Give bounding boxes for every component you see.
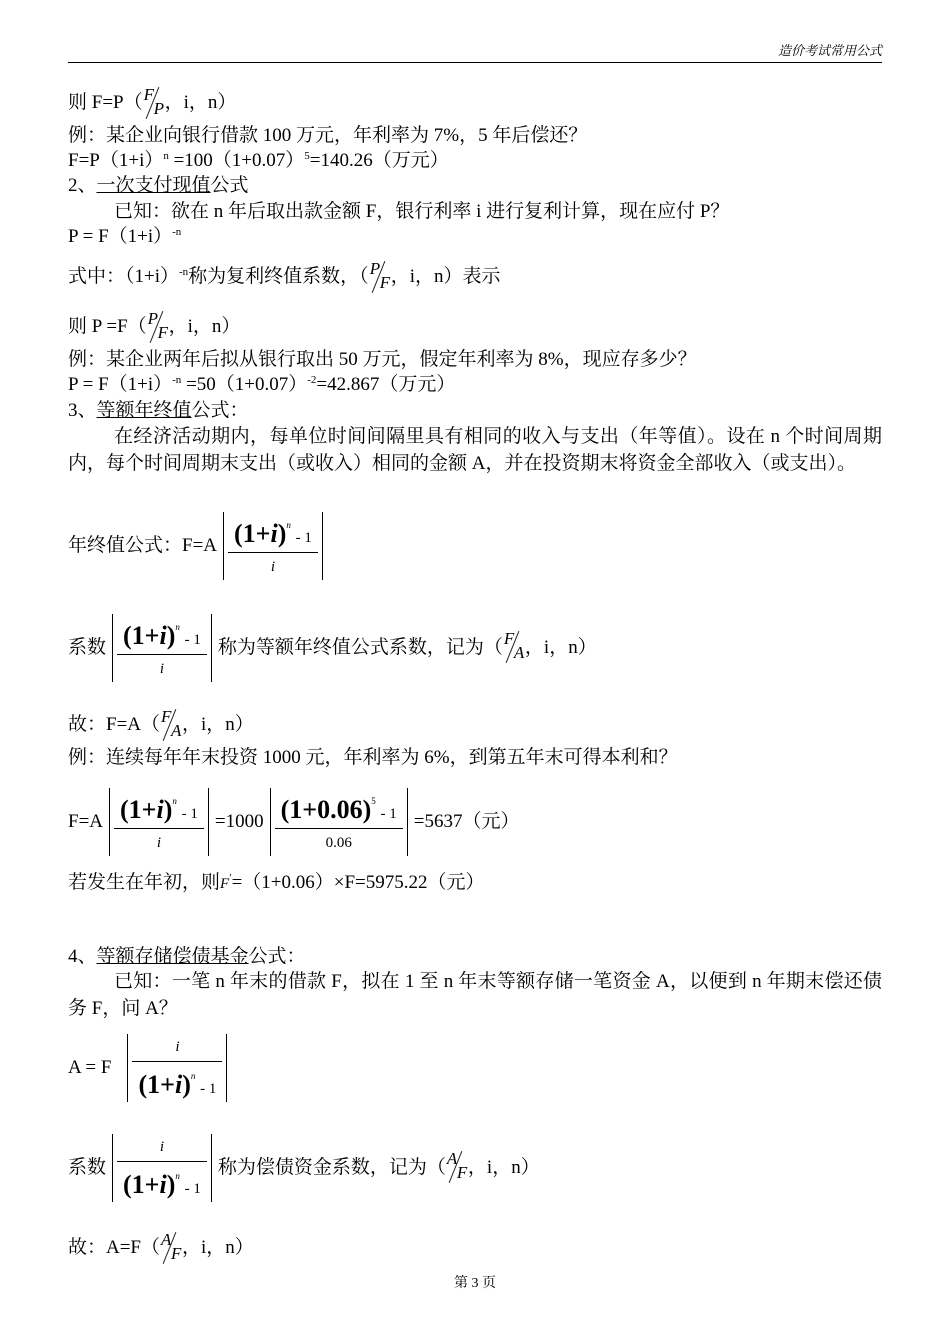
example-1-calc: $F=P(1+i)^n =100(1+0.07)^5=140.26$（万元） (68, 150, 449, 171)
example-3-question: 例：连续每年年末投资 1000 元，年利率为 6%，到第五年末可得本利和？ (68, 747, 678, 768)
section-2-known: 已知：欲在 n 年后取出款金额 F，银行利率 i 进行复利计算，现在应付 P？ (114, 201, 730, 222)
example-3-early: 若发生在年初，则F′=（1+0.06）×F=5975.22（元） (68, 872, 485, 893)
line-f-p-notation: 则 F=P（ F P ，i，n） (68, 85, 237, 118)
sinking-fund-coefficient: 系数 $\frac{i}{(1+i)^n - 1}$ 称为偿债资金系数，记为（ A F ，i，n） (68, 1134, 540, 1202)
section-2-formula: $P = F(1+i)^{-n}$ (68, 226, 182, 247)
section-4-heading: 4、等额存储偿债基金公式： (68, 946, 306, 967)
section-3-paragraph: 在经济活动期内，每单位时间间隔里具有相同的收入与支出（年等值）。设在 n 个时间周期内，每个时间周期末支出（或收入）相同的金额 A，并在投资期末将资金全部收入（或支出）。 (68, 426, 882, 474)
section-2-explain: 式中：$(1+i)^{-n}$称为复利终值系数，（ P F ，i，n）表示 (68, 259, 501, 292)
factor-fraction: F P (143, 85, 164, 118)
sinking-fund-thus: 故：A=F（ A F ，i，n） (68, 1230, 254, 1263)
example-1-question: 例：某企业向银行借款 100 万元，年利率为 7%，5 年后偿还？ (68, 125, 588, 146)
example-2-question: 例：某企业两年后拟从银行取出 50 万元，假定年利率为 8%，现应存多少？ (68, 349, 697, 370)
annuity-fv-coefficient: 系数 $\frac{(1+i)^n - 1}{i}$ 称为等额年终值公式系数，记为（ F A ，i，n） (68, 614, 597, 682)
annuity-fv-thus: 故：F=A（ F A ，i，n） (68, 707, 254, 740)
section-3-heading: 3、等额年终值公式： (68, 400, 249, 421)
page-number: 第 3 页 (454, 1276, 496, 1291)
example-3-calc: F=A $\frac{(1+i)^n - 1}{i}$ =1000 $\frac{(1+0.06)^5 - 1}{0.06}$ =5637（元） (68, 788, 519, 856)
bracket-fraction: $\frac{(1+i)^n - 1}{i}$ (223, 512, 323, 580)
section-2-thus: 则 P =F（ P F ，i，n） (68, 309, 241, 342)
section-2-heading: 2、一次支付现值公式 (68, 175, 249, 196)
header-title: 造价考试常用公式 (777, 43, 882, 58)
sinking-fund-formula: A = F $\frac{i}{(1+i)^n - 1}$ (68, 1034, 227, 1102)
example-2-calc: $P = F(1+i)^{-n} =50(1+0.07)^{-2}=42.867$（万元） (68, 374, 456, 395)
annuity-fv-formula: 年终值公式：F=A $\frac{(1+i)^n - 1}{i}$ (68, 512, 323, 580)
section-4-paragraph: 已知：一笔 n 年末的借款 F，拟在 1 至 n 年末等额存储一笔资金 A，以便到 n 年期末偿还债务 F，问 A？ (68, 971, 882, 1019)
page-header (68, 44, 882, 63)
